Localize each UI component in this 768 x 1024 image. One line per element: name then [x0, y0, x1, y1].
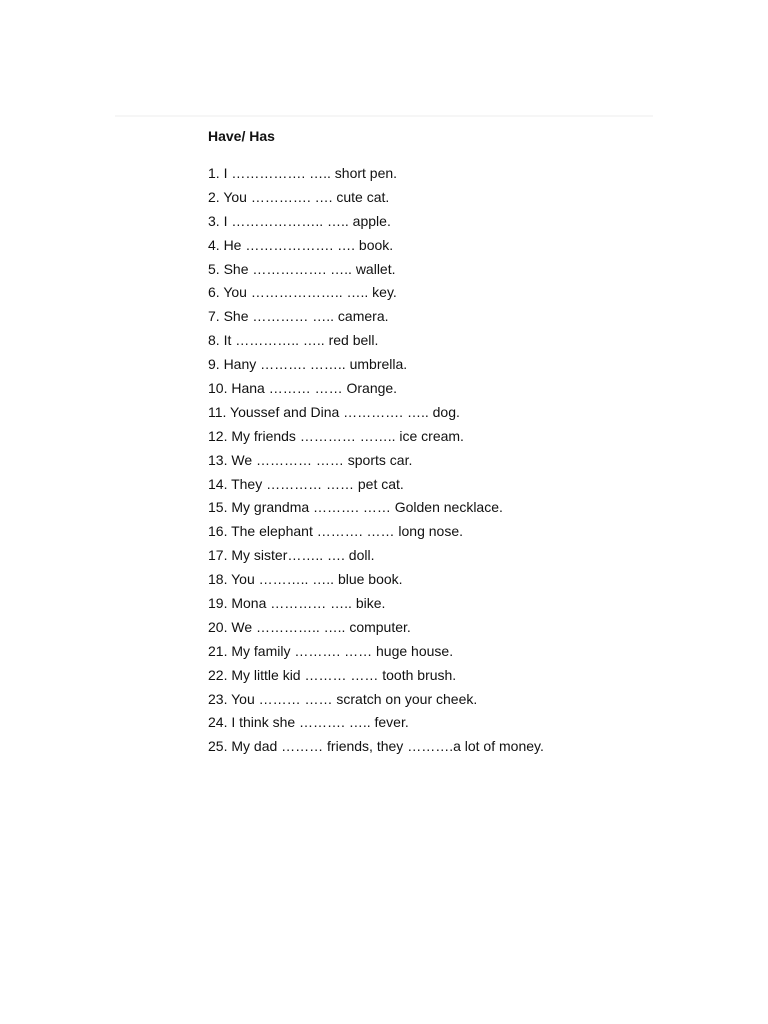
- exercise-item: 20. We ………….. ….. computer.: [208, 618, 411, 635]
- exercise-item: 6. You ……………….. ….. key.: [208, 284, 397, 301]
- exercise-item: 10. Hana ……… …… Orange.: [208, 380, 398, 397]
- exercise-item: 5. She ……………. ….. wallet.: [208, 260, 396, 277]
- exercise-item: 21. My family ………. …… huge house.: [208, 642, 454, 659]
- exercise-item: 4. He ………………. …. book.: [208, 236, 394, 253]
- exercise-item: 1. I ……………. ….. short pen.: [208, 165, 398, 181]
- exercise-item: 9. Hany ………. …….. umbrella.: [208, 356, 408, 373]
- exercise-item: 17. My sister…….. …. doll.: [208, 547, 375, 564]
- worksheet-title: Have/ Has: [208, 128, 275, 144]
- exercise-item: 15. My grandma ………. …… Golden necklace.: [208, 499, 503, 516]
- exercise-item: 25. My dad ……… friends, they ……….a lot of money.: [208, 738, 544, 755]
- page-top-edge: [115, 115, 653, 117]
- exercise-item: 13. We ………… …… sports car.: [208, 451, 413, 468]
- exercise-item: 8. It ………….. ….. red bell.: [208, 332, 379, 349]
- exercise-item: 16. The elephant ………. …… long nose.: [208, 523, 463, 540]
- exercise-item: 22. My little kid ……… …… tooth brush.: [208, 666, 457, 683]
- exercise-item: 11. Youssef and Dina …………. ….. dog.: [208, 403, 460, 420]
- exercise-item: 19. Mona ………… ….. bike.: [208, 595, 386, 612]
- exercise-list: [208, 163, 544, 760]
- exercise-item: 2. You …………. …. cute cat.: [208, 188, 390, 205]
- exercise-item: 3. I ……………….. ….. apple.: [208, 212, 391, 229]
- exercise-item: 18. You ……….. ….. blue book.: [208, 571, 403, 588]
- exercise-item: 24. I think she ………. ….. fever.: [208, 714, 409, 731]
- exercise-item: 7. She ………… ….. camera.: [208, 308, 389, 325]
- exercise-item: 23. You ……… …… scratch on your cheek.: [208, 690, 478, 707]
- exercise-item: 14. They ………… …… pet cat.: [208, 475, 404, 492]
- exercise-item: 12. My friends ………… …….. ice cream.: [208, 427, 464, 444]
